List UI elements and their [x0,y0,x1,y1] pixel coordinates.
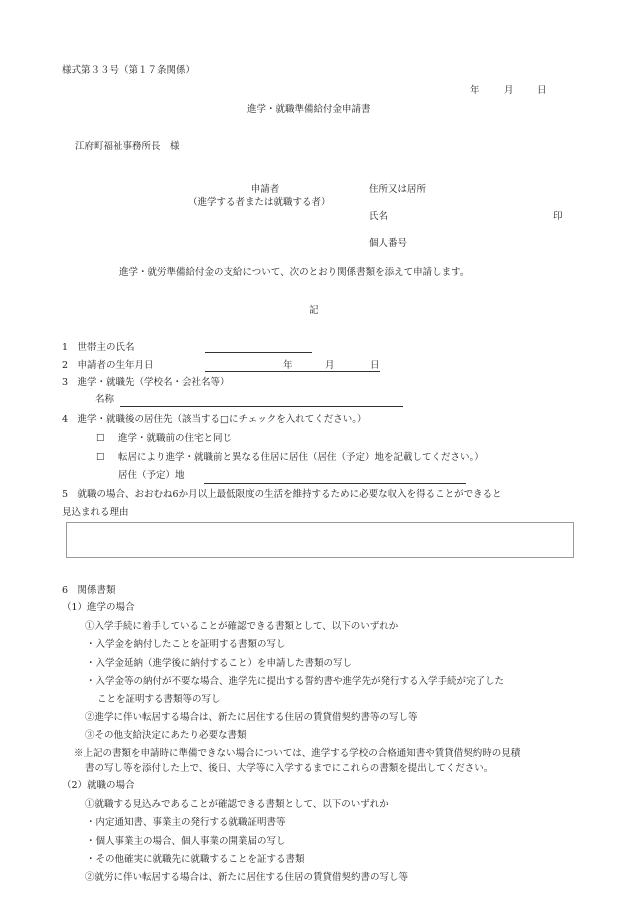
planned-residence-label: 居住（予定）地 [118,470,185,481]
date-year-label: 年 [470,85,480,96]
intro-statement: 進学・就労準備給付金の支給について、次のとおり関係書類を添えて申請します。 [119,267,470,278]
form-number: 様式第３３号（第１７条関係） [62,65,196,76]
option-relocation-checkbox[interactable]: ☐ [96,452,105,463]
sub1-bullet2: ・入学金延納（進学後に納付すること）を申請した書類の写し [86,658,353,669]
birth-day-label: 日 [370,360,380,371]
note-line2: 書の写し等を添付した上で、後日、大学等に入学するまでにこれらの書類を提出してください。 [85,763,494,774]
planned-residence-field-line[interactable] [204,483,466,484]
birth-month-label: 月 [325,360,335,371]
sub1-bullet3-line1: ・入学金等の納付が不要な場合、進学先に提出する誓約書や進学先が発行する入学手続が完了した [86,676,505,687]
sub2-bullet2: ・個人事業主の場合、個人事業の開業届の写し [86,836,286,847]
option-relocation-label: 転居により進学・就職前と異なる住居に居住（居住（予定）地を記載してください。） [118,452,484,463]
sub1-item1: ①入学手続に着手していることが確認できる書類として、以下のいずれか [85,621,399,632]
applicant-sublabel: （進学する者または就職する者） [188,197,331,208]
sub1-item2: ②進学に伴い転居する場合は、新たに居住する住居の賃貸借契約書等の写し等 [85,712,418,723]
section6-sub2-heading: （2）就職の場合 [62,780,135,791]
destination-name-label: 名称 [95,394,115,405]
personal-number-label: 個人番号 [369,238,408,249]
section6-heading: 6 関係書類 [62,585,116,596]
note-line1: ※上記の書類を申請時に準備できない場合については、進学する学校の合格通知書や賃貸借契約時の見積 [74,748,521,759]
applicant-label: 申請者 [250,184,280,195]
birthdate-field-line[interactable] [205,371,380,372]
sub2-bullet3: ・その他確実に就職先に就職することを証する書類 [86,854,305,865]
birth-year-label: 年 [283,360,293,371]
reason-text-box[interactable] [66,522,574,558]
option-same-residence-checkbox[interactable]: ☐ [96,433,105,444]
section6-sub1-heading: （1）進学の場合 [62,602,135,613]
addressee: 江府町福祉事務所長 様 [75,141,180,152]
ki-heading: 記 [309,305,319,316]
date-month-label: 月 [504,85,514,96]
sub1-bullet3-line2: ことを証明する書類等の写し [97,694,221,705]
destination-name-field-line[interactable] [120,406,403,407]
sub2-item2: ②就労に伴い転居する場合は、新たに居住する住居の賃貸借契約書の写し等 [85,872,409,883]
sub2-bullet1: ・内定通知書、事業主の発行する就職証明書等 [86,817,286,828]
household-head-field-line[interactable] [205,352,312,353]
seal-mark: 印 [553,211,563,222]
sub1-item3: ③その他支給決定にあたり必要な書類 [85,730,247,741]
sub2-item1: ①就職する見込みであることが確認できる書類として、以下のいずれか [85,799,389,810]
item5-reason-line2: 見込まれる理由 [62,507,129,518]
option-same-residence-label: 進学・就職前の住宅と同じ [118,433,233,444]
document-title: 進学・就職準備給付金申請書 [247,104,371,115]
name-label: 氏名 [369,211,389,222]
item1-household-head: 1 世帯主の氏名 [62,342,135,353]
sub1-bullet1: ・入学金を納付したことを証明する書類の写し [86,639,286,650]
item2-birthdate: 2 申請者の生年月日 [62,360,154,371]
item5-reason-line1: 5 就職の場合、おおむね6か月以上最低限度の生活を維持するために必要な収入を得ることができると [62,489,502,500]
date-day-label: 日 [537,85,547,96]
item4-residence: 4 進学・就職後の居住先（該当する□にチェックを入れてください。） [62,414,367,425]
item3-destination: 3 進学・就職先（学校名・会社名等） [62,377,230,388]
address-label: 住所又は居所 [369,184,427,195]
